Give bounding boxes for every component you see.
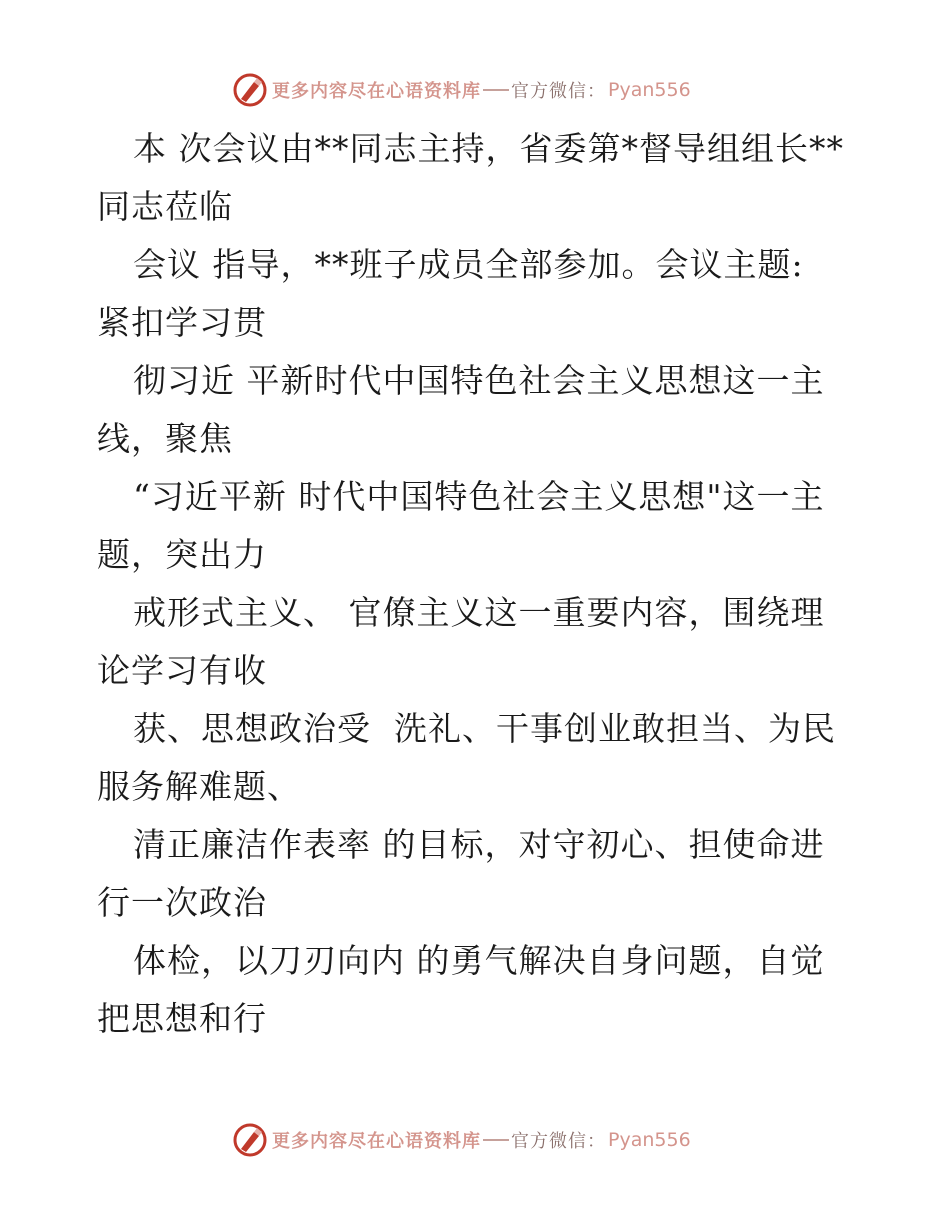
body-line: “习近平新 时代中国特色社会主义思想"这一主 <box>133 477 825 516</box>
header-banner-title: 更多内容尽在心语资料库 <box>272 81 481 102</box>
pen-logo-icon <box>232 1122 268 1158</box>
body-line: 获、思想政治受 洗礼、干事创业敢担当、为民 <box>133 709 836 748</box>
footer-banner-account: Pyan556 <box>608 1129 691 1151</box>
body-line: 把思想和行 <box>97 999 267 1038</box>
body-line: 题，突出力 <box>97 535 267 574</box>
header-banner-account: Pyan556 <box>608 79 691 101</box>
footer-banner-title: 更多内容尽在心语资料库 <box>272 1131 481 1152</box>
header-banner-label: 官方微信： <box>511 81 606 102</box>
body-line: 彻习近 平新时代中国特色社会主义思想这一主 <box>133 361 825 400</box>
body-line: 服务解难题、 <box>97 767 301 806</box>
document-body <box>97 120 877 1048</box>
body-line: 同志莅临 <box>97 187 233 226</box>
footer-banner-divider <box>483 1139 509 1141</box>
body-line: 体检，以刀刃向内 的勇气解决自身问题，自觉 <box>133 941 825 980</box>
body-line: 戒形式主义、 官僚主义这一重要内容，围绕理 <box>133 593 825 632</box>
body-line: 紧扣学习贯 <box>97 303 267 342</box>
header-banner <box>232 72 691 108</box>
body-line: 论学习有收 <box>97 651 267 690</box>
pen-logo-icon <box>232 72 268 108</box>
body-line: 线，聚焦 <box>97 419 233 458</box>
footer-banner-label: 官方微信： <box>511 1131 606 1152</box>
header-banner-divider <box>483 89 509 91</box>
body-line: 清正廉洁作表率 的目标，对守初心、担使命进 <box>133 825 825 864</box>
body-line: 会议 指导，**班子成员全部参加。会议主题: <box>133 245 804 284</box>
body-line: 本 次会议由**同志主持，省委第*督导组组长** <box>133 129 844 168</box>
footer-banner <box>232 1122 691 1158</box>
body-line: 行一次政治 <box>97 883 267 922</box>
